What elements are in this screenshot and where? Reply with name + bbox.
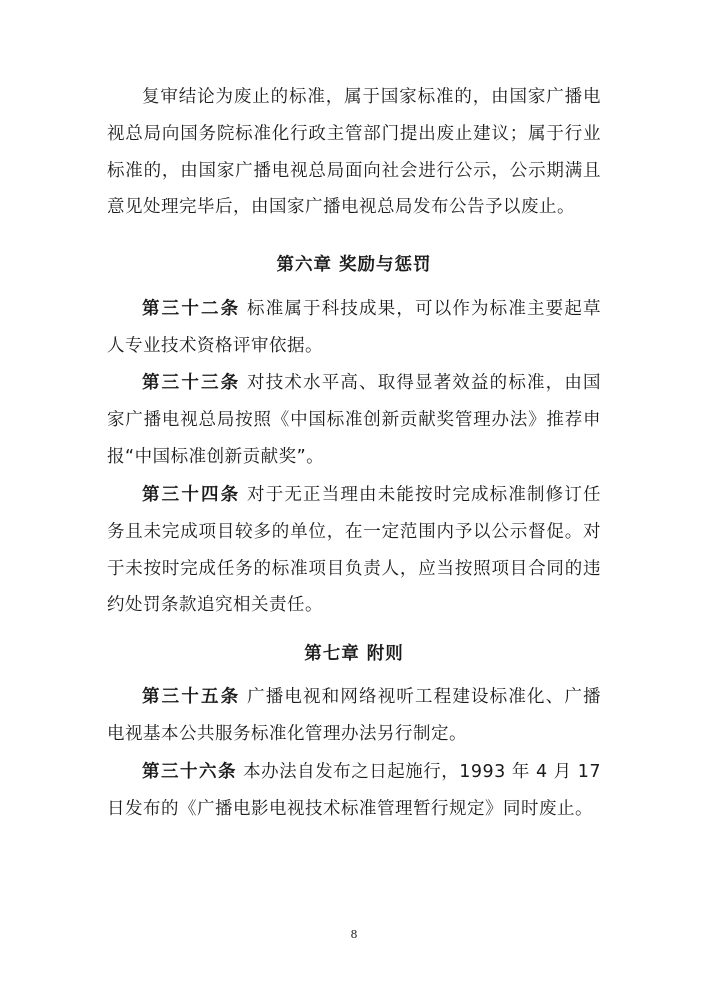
chapter-6-heading: 第六章 奖励与惩罚	[276, 255, 432, 275]
article-label: 第三十二条	[142, 299, 241, 319]
article-label: 第三十五条	[142, 687, 241, 707]
article-label: 第三十六条	[142, 762, 238, 782]
article-35	[107, 679, 601, 753]
page-number: 8	[350, 928, 358, 941]
article-text: 本办法自发布之日起施行，1993 年 4 月 17 日发布的《广播电影电视技术标准管理暂行规定》同时废止。	[107, 762, 601, 819]
article-label: 第三十四条	[142, 485, 241, 505]
paragraph-text: 复审结论为废止的标准，属于国家标准的，由国家广播电视总局向国务院标准化行政主管部门提出废止建议；属于行业标准的，由国家广播电视总局面向社会进行公示，公示期满且意见处理完毕后，由国家广播电视总局发布公告予以废止。	[107, 87, 601, 218]
paragraph-review-abolish	[107, 79, 601, 226]
article-text: 标准属于科技成果，可以作为标准主要起草人专业技术资格评审依据。	[107, 299, 602, 356]
article-text: 对技术水平高、取得显著效益的标准，由国家广播电视总局按照《中国标准创新贡献奖管理办法》推荐申报“中国标准创新贡献奖”。	[107, 373, 602, 467]
article-34	[107, 477, 601, 624]
article-text: 广播电视和网络视听工程建设标准化、广播电视基本公共服务标准化管理办法另行制定。	[107, 687, 602, 744]
article-33	[107, 365, 601, 475]
article-36	[107, 754, 601, 828]
chapter-7-heading: 第七章 附则	[304, 644, 404, 664]
article-32	[107, 291, 601, 365]
article-label: 第三十三条	[142, 373, 241, 393]
article-text: 对于无正当理由未能按时完成标准制修订任务且未完成项目较多的单位，在一定范围内予以公示督促。对于未按时完成任务的标准项目负责人，应当按照项目合同的违约处罚条款追究相关责任。	[107, 485, 602, 616]
